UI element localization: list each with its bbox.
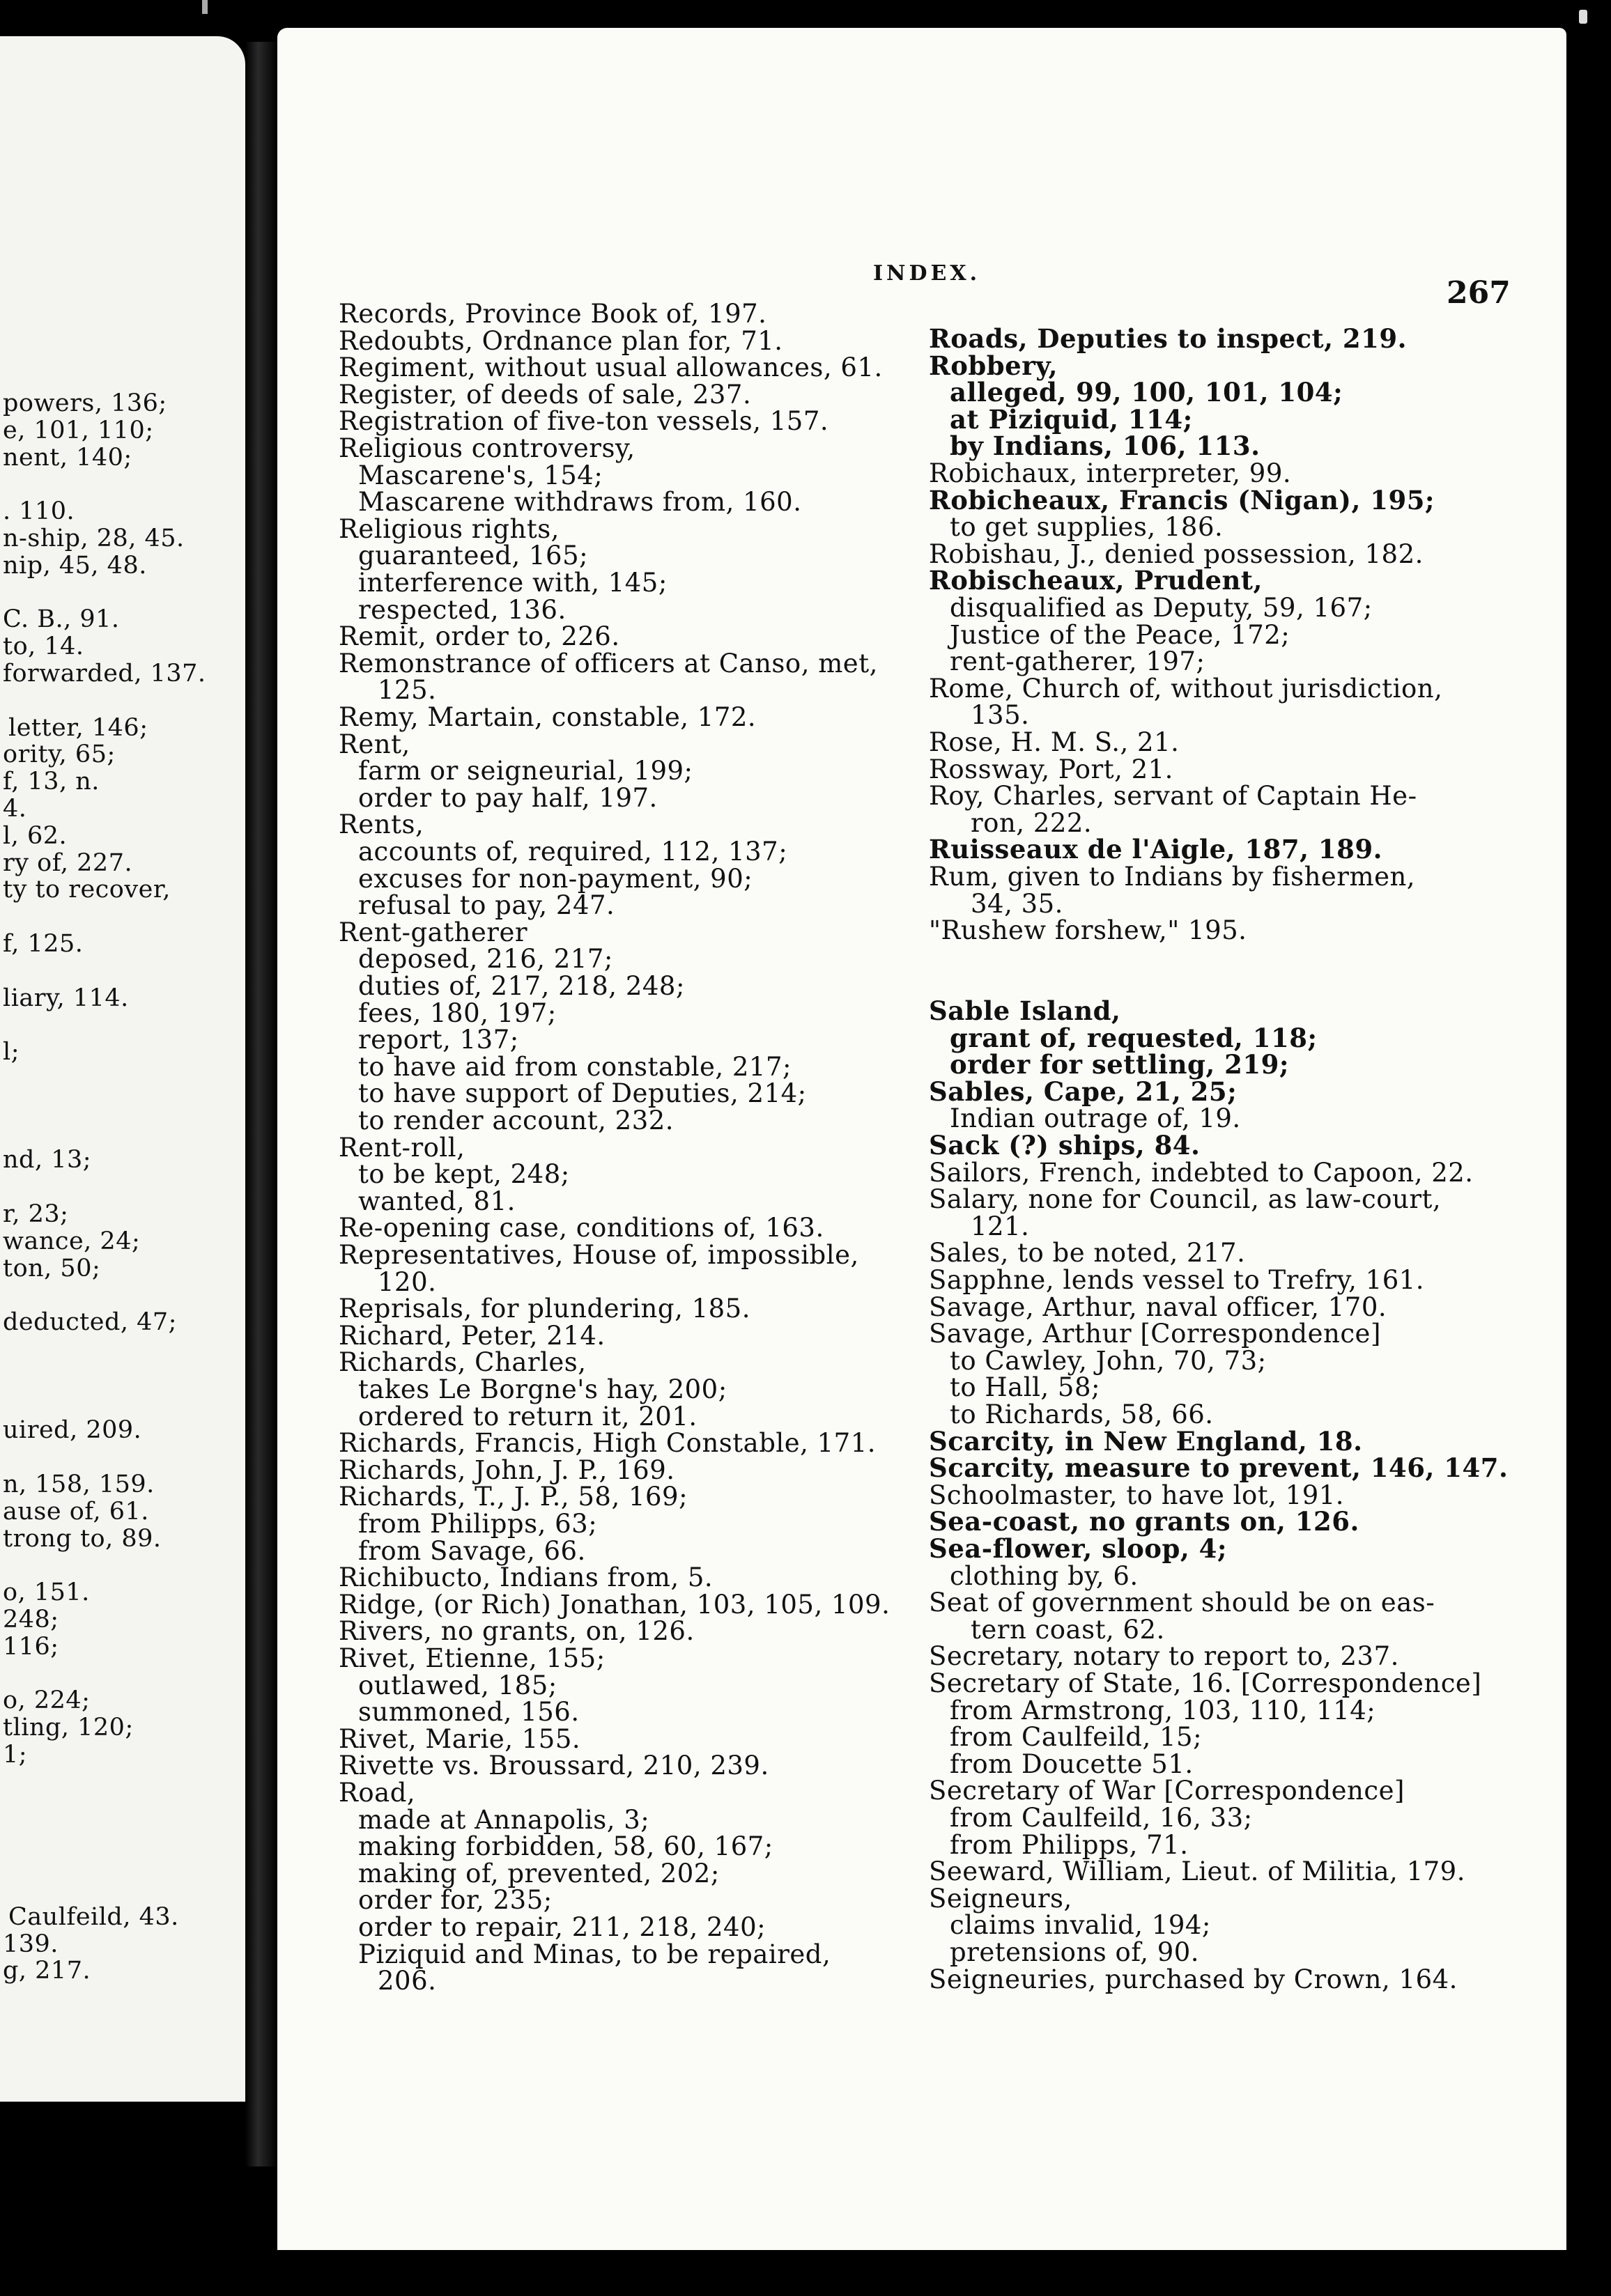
index-entry: Rents, <box>339 809 424 840</box>
index-entry: ause of, 61. <box>3 1497 149 1526</box>
index-entry: pretensions of, 90. <box>950 1937 1200 1967</box>
index-entry: order for, 235; <box>358 1885 553 1916</box>
index-entry: 121. <box>971 1211 1030 1241</box>
index-entry: l; <box>3 1038 20 1066</box>
index-entry: n-ship, 28, 45. <box>3 525 185 552</box>
index-entry: f, 125. <box>3 930 84 958</box>
book-spine <box>245 42 277 2166</box>
index-entry: order to pay half, 197. <box>358 782 658 813</box>
index-entry: Richards, Charles, <box>339 1347 587 1378</box>
index-entry: Records, Province Book of, 197. <box>339 299 767 329</box>
index-entry: letter, 146; <box>8 713 148 742</box>
right-page <box>277 28 1566 2250</box>
index-entry: fees, 180, 197; <box>358 998 557 1028</box>
index-entry: to Cawley, John, 70, 73; <box>950 1345 1267 1376</box>
index-entry: clothing by, 6. <box>950 1560 1139 1591</box>
index-entry: f, 13, n. <box>3 768 100 796</box>
index-entry: liary, 114. <box>3 984 129 1012</box>
index-entry: ority, 65; <box>3 740 116 769</box>
index-entry: Road, <box>339 1778 416 1808</box>
index-entry: outlawed, 185; <box>358 1670 557 1700</box>
index-entry: Sales, to be noted, 217. <box>929 1238 1246 1269</box>
index-entry: Rossway, Port, 21. <box>929 754 1173 784</box>
index-entry: from Armstrong, 103, 110, 114; <box>950 1695 1376 1725</box>
index-entry: 206. <box>378 1966 437 1996</box>
index-entry: powers, 136; <box>3 389 167 417</box>
index-entry: Robichaux, interpreter, 99. <box>929 458 1292 488</box>
index-entry: making of, prevented, 202; <box>358 1858 720 1888</box>
index-entry: Scarcity, in New England, 18. <box>929 1425 1363 1457</box>
index-entry: respected, 136. <box>358 594 566 625</box>
index-entry: Regiment, without usual allowances, 61. <box>339 352 883 383</box>
index-entry: . 110. <box>3 497 75 526</box>
index-entry: Seeward, William, Lieut. of Militia, 179. <box>929 1856 1465 1887</box>
index-entry: Reprisals, for plundering, 185. <box>339 1294 750 1324</box>
index-entry: Sapphne, lends vessel to Trefry, 161. <box>929 1265 1425 1295</box>
index-entry: nd, 13; <box>3 1146 92 1174</box>
index-entry: interference with, 145; <box>358 568 668 598</box>
index-entry: trong to, 89. <box>3 1524 162 1553</box>
index-entry: grant of, requested, 118; <box>950 1022 1318 1053</box>
index-entry: deducted, 47; <box>3 1308 177 1337</box>
index-entry: made at Annapolis, 3; <box>358 1804 650 1835</box>
index-entry: 116; <box>3 1632 59 1661</box>
index-entry: wanted, 81. <box>358 1186 516 1216</box>
index-entry: Rum, given to Indians by fishermen, <box>929 862 1416 892</box>
index-entry: 120. <box>378 1266 437 1297</box>
index-entry: order for settling, 219; <box>950 1049 1290 1080</box>
index-entry: Justice of the Peace, 172; <box>950 619 1290 650</box>
index-entry: Secretary of War [Correspondence] <box>929 1776 1405 1806</box>
index-entry: from Caulfeild, 15; <box>950 1722 1203 1753</box>
index-entry: accounts of, required, 112, 137; <box>358 837 788 867</box>
index-entry: n, 158, 159. <box>3 1471 155 1498</box>
index-entry: Remit, order to, 226. <box>339 621 620 652</box>
index-entry: Remonstrance of officers at Canso, met, <box>339 648 878 678</box>
index-entry: to have aid from constable, 217; <box>358 1051 792 1082</box>
index-entry: Richards, Francis, High Constable, 171. <box>339 1428 877 1459</box>
running-header: INDEX. <box>873 261 981 286</box>
index-entry: making forbidden, 58, 60, 167; <box>358 1831 773 1862</box>
index-entry: deposed, 216, 217; <box>358 944 613 975</box>
index-entry: Robbery, <box>929 350 1058 381</box>
index-entry: duties of, 217, 218, 248; <box>358 971 685 1001</box>
index-entry: 4. <box>3 795 27 823</box>
index-entry: Caulfeild, 43. <box>8 1902 179 1931</box>
index-entry: Richards, John, J. P., 169. <box>339 1455 675 1485</box>
index-entry: to Hall, 58; <box>950 1372 1100 1403</box>
index-entry: Robischeaux, Prudent, <box>929 565 1263 596</box>
index-entry: Sack (?) ships, 84. <box>929 1130 1201 1161</box>
index-entry: to get supplies, 186. <box>950 512 1224 543</box>
index-entry: Rent-roll, <box>339 1132 465 1163</box>
index-entry: o, 151. <box>3 1578 90 1607</box>
index-entry: excuses for non-payment, 90; <box>358 863 753 894</box>
index-entry: Register, of deeds of sale, 237. <box>339 379 752 410</box>
index-entry: Salary, none for Council, as law-court, <box>929 1184 1442 1215</box>
index-entry: to, 14. <box>3 633 84 661</box>
index-entry: Sailors, French, indebted to Capoon, 22. <box>929 1157 1474 1188</box>
index-entry: ty to recover, <box>3 876 171 904</box>
index-entry: Seat of government should be on eas- <box>929 1588 1435 1618</box>
index-entry: Secretary, notary to report to, 237. <box>929 1641 1399 1672</box>
index-entry: Remy, Martain, constable, 172. <box>339 702 757 732</box>
index-entry: Seigneuries, purchased by Crown, 164. <box>929 1964 1458 1994</box>
index-entry: rent-gatherer, 197; <box>950 646 1205 677</box>
index-entry: Savage, Arthur, naval officer, 170. <box>929 1292 1387 1322</box>
index-entry: by Indians, 106, 113. <box>950 430 1261 462</box>
index-entry: Redoubts, Ordnance plan for, 71. <box>339 325 783 356</box>
index-entry: r, 23; <box>3 1200 69 1228</box>
index-entry: Richibucto, Indians from, 5. <box>339 1562 714 1593</box>
index-entry: Sea-flower, sloop, 4; <box>929 1533 1227 1564</box>
index-entry: farm or seigneurial, 199; <box>358 756 693 786</box>
index-entry: to be kept, 248; <box>358 1159 570 1190</box>
index-entry: "Rushew forshew," 195. <box>929 915 1247 946</box>
index-entry: tern coast, 62. <box>971 1614 1165 1645</box>
index-entry: from Doucette 51. <box>950 1748 1194 1779</box>
index-entry: refusal to pay, 247. <box>358 890 615 921</box>
index-entry: from Savage, 66. <box>358 1535 586 1566</box>
index-entry: Roy, Charles, servant of Captain He- <box>929 781 1417 812</box>
index-entry: at Piziquid, 114; <box>950 403 1193 435</box>
index-entry: o, 224; <box>3 1686 91 1715</box>
index-entry: report, 137; <box>358 1025 519 1055</box>
index-entry: Religious rights, <box>339 513 560 544</box>
index-entry: from Caulfeild, 16, 33; <box>950 1803 1253 1833</box>
index-entry: Robicheaux, Francis (Nigan), 195; <box>929 484 1435 515</box>
index-entry: Piziquid and Minas, to be repaired, <box>358 1939 831 1969</box>
index-entry: Richard, Peter, 214. <box>339 1320 606 1351</box>
index-entry: Registration of five-ton vessels, 157. <box>339 406 829 437</box>
index-entry: nent, 140; <box>3 443 132 472</box>
index-entry: tling, 120; <box>3 1714 134 1742</box>
index-entry: Rivers, no grants, on, 126. <box>339 1616 695 1647</box>
index-entry: forwarded, 137. <box>3 660 206 688</box>
index-entry: Indian outrage of, 19. <box>950 1103 1241 1134</box>
index-entry: Rose, H. M. S., 21. <box>929 727 1180 757</box>
index-entry: Religious controversy, <box>339 433 635 463</box>
index-entry: uired, 209. <box>3 1416 142 1445</box>
index-entry: Representatives, House of, impossible, <box>339 1240 859 1270</box>
index-entry: Ruisseaux de l'Aigle, 187, 189. <box>929 834 1383 865</box>
index-entry: e, 101, 110; <box>3 416 154 444</box>
index-entry: Rivet, Marie, 155. <box>339 1723 581 1754</box>
index-entry: to have support of Deputies, 214; <box>358 1078 807 1109</box>
index-entry: to render account, 232. <box>358 1106 675 1135</box>
index-entry: alleged, 99, 100, 101, 104; <box>950 377 1343 408</box>
index-entry: Rent-gatherer <box>339 917 528 947</box>
index-entry: 34, 35. <box>971 888 1063 919</box>
index-entry: Scarcity, measure to prevent, 146, 147. <box>929 1452 1509 1484</box>
index-entry: Roads, Deputies to inspect, 219. <box>929 323 1408 354</box>
index-entry: Rivette vs. Broussard, 210, 239. <box>339 1751 769 1781</box>
index-entry: g, 217. <box>3 1957 91 1985</box>
index-entry: disqualified as Deputy, 59, 167; <box>950 593 1373 623</box>
index-entry: guaranteed, 165; <box>358 541 589 571</box>
index-entry: ton, 50; <box>3 1254 101 1282</box>
index-entry: C. B., 91. <box>3 605 120 634</box>
index-entry: nip, 45, 48. <box>3 551 147 580</box>
scan-mark <box>202 0 208 14</box>
index-entry: from Philipps, 63; <box>358 1509 598 1539</box>
index-entry: Rent, <box>339 729 410 759</box>
index-entry: Sable Island, <box>929 995 1121 1026</box>
index-entry: Rivet, Etienne, 155; <box>339 1643 606 1673</box>
index-entry: l, 62. <box>3 821 68 850</box>
index-entry: Mascarene withdraws from, 160. <box>358 487 802 518</box>
index-entry: takes Le Borgne's hay, 200; <box>358 1374 727 1404</box>
index-entry: ron, 222. <box>971 807 1093 838</box>
index-entry: 125. <box>378 675 437 706</box>
index-entry: Ridge, (or Rich) Jonathan, 103, 105, 109. <box>339 1589 891 1620</box>
index-entry: Schoolmaster, to have lot, 191. <box>929 1480 1345 1510</box>
index-entry: ordered to return it, 201. <box>358 1401 697 1432</box>
index-entry: claims invalid, 194; <box>950 1910 1211 1941</box>
index-entry: Sea-coast, no grants on, 126. <box>929 1506 1359 1537</box>
index-entry: Savage, Arthur [Correspondence] <box>929 1319 1381 1349</box>
index-entry: Robishau, J., denied possession, 182. <box>929 538 1424 569</box>
index-entry: order to repair, 211, 218, 240; <box>358 1912 766 1942</box>
page-number: 267 <box>1447 275 1511 311</box>
index-entry: Seigneurs, <box>929 1883 1072 1914</box>
index-entry: from Philipps, 71. <box>950 1829 1189 1860</box>
index-entry: Secretary of State, 16. [Correspondence] <box>929 1668 1482 1698</box>
index-entry: to Richards, 58, 66. <box>950 1399 1214 1429</box>
index-entry: 135. <box>971 700 1030 731</box>
index-entry: Richards, T., J. P., 58, 169; <box>339 1482 688 1512</box>
index-entry: 1; <box>3 1741 28 1769</box>
scan-mark <box>1579 10 1587 24</box>
index-entry: Rome, Church of, without jurisdiction, <box>929 673 1443 704</box>
index-entry: Mascarene's, 154; <box>358 460 603 490</box>
index-entry: Re-opening case, conditions of, 163. <box>339 1213 824 1243</box>
index-entry: summoned, 156. <box>358 1697 580 1728</box>
index-entry: 248; <box>3 1606 59 1634</box>
left-page <box>0 36 245 2102</box>
index-entry: wance, 24; <box>3 1227 141 1255</box>
index-entry: 139. <box>3 1930 59 1958</box>
index-entry: Sables, Cape, 21, 25; <box>929 1076 1238 1107</box>
index-entry: ry of, 227. <box>3 848 133 877</box>
